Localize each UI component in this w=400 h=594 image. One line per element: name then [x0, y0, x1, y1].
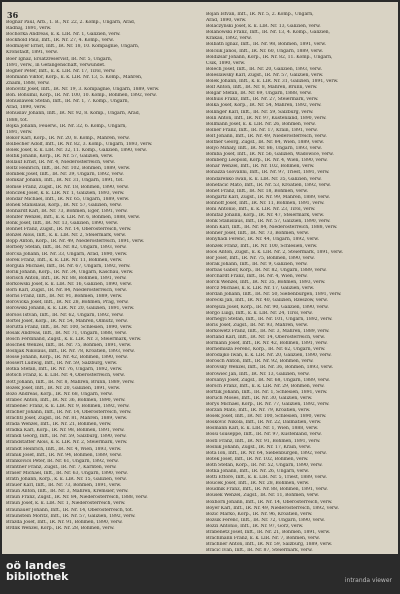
register-entry: Bonn Karl, Inft., IR. Nr. 84, Niederösterreich, 1888, verw.	[206, 225, 338, 231]
register-entry: Bopp Anton, Korp., IR. Nr. 49, Niederösterreich, 1891, verw.	[6, 239, 145, 245]
register-entry: Bodmayer Ernst, Inft., IR. Nr. 18, 10. Kompagnie, Ungarn,	[6, 44, 140, 50]
register-entry: Bossi Giuseppe, Inft., IR. Nr. 97, Küstenland, verw.	[206, 432, 322, 438]
logo-line-1: oö landes	[6, 559, 66, 572]
register-entry: Bossert Ludwig, Inft., IR. Nr. 59, Salzburg, verw.	[6, 361, 118, 367]
register-entry: Bonifer Wenzel, Inft., k. k. LIR. Nr. 6, Böhmen, 1888, verw.	[6, 215, 141, 220]
register-entry: Borsch Franz, Inft., k. k. LIR. Nr. 29, Böhmen, verw.	[206, 383, 325, 389]
register-entry: Bollauf Ernst, IR. Nr. 4, Niederösterreich, verw.	[6, 160, 115, 166]
register-entry: Both Stefan, Korp., IR. Nr. 52, Ungarn, 1890, verw.	[206, 462, 323, 468]
register-entry: Bota Ion, Inft., IR. Nr. 64, Siebenbürgen, 1892, verw.	[206, 450, 327, 456]
register-entry: Bonczek Josef, k. k. LIR. Nr. 1, Galizien, 1893, verw.	[6, 190, 125, 196]
register-entry: Arad, 1890, verw.	[6, 105, 47, 111]
register-entry: Bozó Andreas, Korp., IR. Nr. 68, Ungarn, verw.	[6, 391, 113, 397]
register-entry: Borns Franz, Inft., IR. Nr. 91, Böhmen, 1889, verw.	[6, 294, 123, 300]
register-entry: Bosnik Johann, Zugsf., IR. Nr. 17, Krain, verw.	[206, 444, 311, 450]
register-entry: Bonhoff Josef, Inft., IR. Nr. 11, Böhmen, 1891, verw.	[206, 200, 325, 206]
register-entry: Boltner Georg, Zugsf., IR. Nr. 84, Wien, 1889, verw.	[206, 139, 325, 145]
register-entry: Bojan Istvan, Inft., IR. Nr. 5, 2. Komp., Ungarn,	[206, 12, 314, 17]
register-entry: Braunauer Johann, Inft., IR. Nr. 14, Oberösterreich, tot.	[6, 507, 134, 513]
register-entry: Botti Ettore, Inft., k. k. LIR. Nr. 5, Triest, 1889, verw.	[206, 475, 327, 481]
register-entry: Borland Karl, Inft., IR. Nr. 14, Oberösterreich, verw.	[206, 334, 325, 340]
register-entry: Bortel Josef, Korp., IR. Nr. 54, Mähren, Olmütz, verw.	[6, 318, 128, 324]
register-entry: Bosse Johann, Korp., IR. Nr. 42, Böhmen, 1890, verw.	[6, 355, 128, 361]
register-entry: Bonner Josef, Inft., IR. Nr. 73, Böhmen, verw.	[206, 231, 309, 237]
page-number: 36	[7, 10, 19, 20]
register-entry: Borhegyi Stefan, Inft., IR. Nr. 101, Ungarn, 1892, verw.	[206, 316, 333, 322]
register-entry: Bonifaz Johann, Korp., IR. Nr. 47, Steiermark, verw.	[206, 213, 325, 219]
register-entry: Bolbecher Adolf, Inft., IR. Nr. 82, 3. Komp., Ungarn, 1893, verw.	[6, 141, 153, 147]
register-entry: Borcz Michael, k. k. LIR. Nr. 17, Galizien, verw.	[206, 286, 315, 292]
register-entry: Boriš Josef, Zugsf., IR. Nr. 93, Mähren, verw.	[206, 322, 308, 328]
register-entry: Borbás Gábor, Korp., IR. Nr. 82, Ungarn, 1889, verw.	[206, 267, 327, 273]
register-entry: Borkowski Josef, k. k. LIR. Nr. 16, Galizien, 1890, verw.	[6, 282, 133, 288]
register-entry: Brachner Anton, Inft., IR. Nr. 59, Salzburg, 1889, verw.	[206, 542, 333, 548]
register-entry: Bosek Josef, Inft., IR. Nr. 100, Schlesien, 1890, verw.	[206, 414, 327, 420]
register-entry: Bor Josef, Inft., IR. Nr. 75, Böhmen, 1890, verw.	[206, 255, 315, 261]
register-entry: Brandl Georg, Inft., IR. Nr. 59, Salzburg, 1890, verw.	[6, 434, 127, 440]
register-entry: Brauer Karl, Inft., IR. Nr. 73, Böhmen, 1891, verw.	[6, 483, 122, 489]
register-entry: Bollmann Josef, k. k. LIR. Nr. 26, Böhmen, verw.	[206, 121, 316, 127]
register-entry: Born Karl, Zugsf., IR. Nr. 84, Niederösterreich, verw.	[6, 288, 127, 294]
register-entry: Bosnjak Nikolaus, Inft., IR. Nr. 78, Kroatien, 1893, verw.	[6, 349, 135, 355]
register-entry: Bozzi Antonio, Inft., IR. Nr. 97, Görz, verw.	[206, 523, 304, 529]
register-entry: Bolfik Johann, Korp., IR. Nr. 57, Galizien, verw.	[6, 154, 114, 160]
register-entry: Borak Johann, Inft., IR. Nr. 9, Galizien, verw.	[206, 261, 308, 267]
register-entry: Boudnik Franz, Inft., IR. Nr. 88, Böhmen, 1891, verw.	[206, 487, 328, 493]
register-entry: Bogner Peter, Inft., k. k. LIR. Nr. 17, Tirol, verw.	[6, 68, 116, 74]
register-entry: Brdlik Wenzel, Korp., IR. Nr. 28, Böhmen, verw.	[6, 525, 115, 531]
register-entry: Botek Josef, Inft., IR. Nr. 102, Böhmen, verw.	[206, 456, 309, 462]
register-entry: Bozsik Ferenc, Inft., IR. Nr. 72, Ungarn, 1890, verw.	[206, 517, 325, 523]
register-entry: Bolaczynski Josef, k. k. LIR. Nr. 13, Galizien, verw.	[206, 24, 321, 30]
register-entry: Borbély Stefan, Inft., IR. Nr. 82, Ungarn, 1893, verw.	[6, 245, 127, 251]
register-entry: Bormann Josef, Inft., IR. Nr. 42, Böhmen, 1891, verw.	[206, 341, 328, 347]
register-entry: Bohuslav Johann, Inft., IR. Nr. 92, 8. Komp., Ungarn, Arad,	[6, 111, 140, 117]
register-entry: Boni Antonio, Inft., k. k. LIR. Nr. 23, Tirol, verw.	[206, 207, 316, 212]
register-entry: Borutta Franz, Inft., IR. Nr. 100, Schlesien, 1890, verw.	[6, 324, 133, 330]
register-entry: Bohovitz Josef, Inft., IR. Nr. 19, 3. Kompagnie, Ungarn, 1889, verw.	[6, 87, 160, 93]
register-entry: Bonk Josef, Inft., IR. Nr. 13, Galizien, 1890, verw.	[6, 221, 118, 227]
register-entry: Bongartz Karl, Zugsf., IR. Nr. 99, Mähren, 1889, verw.	[206, 194, 330, 200]
register-entry: Boos Anton, Zugsf., k. k. LIR. Nr. 2, Steiermark, 1891, verw.	[206, 249, 343, 255]
register-entry: Borowski Johann, k. k. LIR. Nr. 20, Galizien, 1891, verw.	[6, 306, 135, 312]
register-entry: Boschek Wenzel, Inft., IR. Nr. 75, Böhmen, 1891, verw.	[6, 342, 132, 348]
register-entry: Bonar Wenzel, Inft., IR. Nr. 102, Böhmen, verw.	[206, 164, 315, 170]
register-entry: Borosch Anton, Inft., IR. Nr. 92, Böhmen, verw.	[206, 359, 314, 365]
register-entry: Brankovics Peter, IR. Nr. 61, Ungarn, 1892, verw.	[6, 458, 119, 464]
register-entry: Bolcsik Janos, Inft., IR. Nr. 60, Ungarn, 1889, verw.	[206, 48, 324, 54]
register-entry: Bolech Josef, Inft., IR. Nr. 20, Galizien, 1893, verw.	[206, 66, 322, 72]
register-entry: Borovicka Josef, Inft., IR. Nr. 28, Böhmen, Prag, verw.	[6, 300, 129, 306]
register-entry: Bonhardt Karl, IR. Nr. 73, Böhmen, Eger, 1891, verw.	[6, 208, 128, 214]
register-entry: Borecki Jan, Inft., IR. Nr. 40, Galizien, Rzeszów, verw.	[206, 298, 328, 304]
register-entry: Braun Josef, k. k. LIR. Nr. 1, Niederösterreich, verw.	[6, 501, 126, 507]
register-entry: Bollinger Karl, Inft., IR. Nr. 59, Salzburg, verw.	[206, 109, 314, 115]
register-entry: Brada Wenzel, Inft., IR. Nr. 21, Böhmen, verw.	[6, 422, 112, 428]
register-entry: Braun Franz, Zugsf., IR. Nr. 84, Niederösterreich, 1888, verw.	[6, 495, 148, 501]
register-entry: 1888, tot.	[6, 117, 29, 123]
register-entry: Brachtl Josef, Zugsf., IR. Nr. 81, Mähren, 1889, verw.	[6, 416, 128, 422]
register-entry: Borik Johann, Korp., IR. Nr. 34, Ungarn, Kaschau, verw.	[6, 269, 134, 275]
viewer-label: intranda viewer	[344, 577, 392, 584]
register-entry: Bosák Andreas, Inft., IR. Nr. 71, Ungarn, 1888, verw.	[6, 330, 127, 336]
register-entry: Bochorka Andreas, k. k. LIR. Nr. 1, Galizien, verw.	[6, 32, 121, 38]
register-entry: Bondarenko Iwan, k. k. LIR. Nr. 35, Galizien, verw.	[206, 176, 322, 182]
register-entry: Bolek Johann, Inft., k. k. LIR. Nr. 31, Galizien, 1891, verw.	[206, 79, 339, 85]
register-entry: Borcsa Johann, IR. Nr. 33, Ungarn, Arad, 1890, verw.	[6, 251, 128, 257]
register-entry: Bojka Johann, Feuerw., IR. Nr. 32, 6. Komp., Ungarn,	[6, 123, 127, 129]
register-entry: Borisch Anton, Inft., IR. Nr. 88, Böhmen, 1891, verw.	[6, 275, 127, 281]
register-entry: Borodajko Iwan, k. k. LIR. Nr. 20, Galizien, 1890, verw.	[206, 353, 332, 359]
register-entry: Boldizsar Johann, Korp., IR. Nr. 82, 11. Komp., Ungarn,	[206, 54, 333, 60]
register-entry: Bouček Josef, Inft., IR. Nr. 28, Böhmen, verw.	[206, 481, 310, 487]
register-entry: Bozic Marko, Korp., IR. Nr. 96, Kroatien, verw.	[206, 511, 313, 517]
register-entry: Bonyhádi Ferenc, IR. Nr. 44, Ungarn, 1892, verw.	[206, 237, 320, 243]
register-entry: Bozek Josef, Inft., IR. Nr. 20, Galizien, 1891, verw.	[6, 385, 121, 391]
library-logo[interactable]	[6, 560, 68, 582]
register-entry: Bohmann Viktor, Korp., k. k. LIR. Nr. 13, 5. Komp., Mähren,	[6, 74, 143, 80]
register-entry: Borsos István, Inft., IR. Nr. 62, Ungarn, 1892, verw.	[6, 312, 124, 318]
register-entry: Bolka Josef, Korp., IR. Nr. 54, Mähren, 1892, verw.	[206, 103, 322, 109]
register-entry: Bonnet Franz, Zugsf., IR. Nr. 14, Oberösterreich, verw.	[6, 227, 132, 233]
register-entry: Bognar Paul, Arb., 1. B., Nr. 22, 2. Komp., Ungarn, Arad,	[6, 20, 136, 25]
register-entry: Botsch Franz, k. k. LIR. Nr. 4, Oberösterreich, verw.	[6, 373, 125, 379]
register-entry: Bousek Wenzel, Zugsf., IR. Nr. 11, Böhmen, verw.	[206, 493, 319, 499]
register-entry: Bondar Michael, Inft., IR. Nr. 65, Ungarn, 1889, verw.	[6, 196, 130, 202]
register-entry: Znaim, 1888, verw.	[6, 80, 50, 86]
register-entry: Boh. Bohumil, Korp., IR. Nr. 100, 10. Komp., Böhmen, 1892, verw.	[6, 93, 157, 99]
register-entry: Braunstein Moritz, Inft., IR. Nr. 57, Galizien, 1892, verw.	[6, 513, 136, 519]
register-entry: Radnaj, 1891, verw.	[6, 26, 52, 32]
register-entry: Bornemisza Ferenc, Korp., IR. Nr. 62, Ungarn, verw.	[206, 347, 326, 353]
register-entry: Boxhorn Johann, Inft., IR. Nr. 14, Oberösterreich, verw.	[206, 499, 333, 505]
register-entry: Borovsky Wenzel, Inft., IR. Nr. 36, Böhmen, 1893, verw.	[206, 365, 334, 371]
register-entry: Boskovic Nikola, Inft., IR. Nr. 22, Dalmatien, verw.	[206, 420, 322, 426]
register-entry: Csik, 1890, verw.	[206, 60, 246, 66]
register-entry: Bolli Anton, Inft., IR. Nr. 97, Küstenland, 1890, verw.	[206, 115, 327, 121]
register-entry: Bockhold Paul, Inft., IR. Nr. 27, 4. Komp., verw.	[6, 38, 114, 44]
register-entry: Borys Michael, Korp., IR. Nr. 77, Galizien, 1892, verw.	[206, 402, 330, 407]
register-entry: Brath Johann, Korp., k. k. LIR. Nr. 15, Galizien, verw.	[6, 477, 127, 483]
register-entry: Bortlik Johann, Inft., IR. Nr. 1, Schlesien, 1891, verw.	[206, 389, 328, 395]
register-entry: Borsányi Josef, Zugsf., IR. Nr. 68, Ungarn, 1889, verw.	[206, 377, 330, 383]
register-entry: Bott Johann, Inft., IR. Nr. 8, Mähren, Brünn, 1889, verw.	[6, 379, 135, 385]
register-entry: Brabenetz Josef, Inft., IR. Nr. 21, Böhmen, 1891, verw.	[206, 529, 331, 535]
register-entry: Bomse Franz, Zugsf., IR. Nr. 18, Böhmen, 1890, verw.	[6, 184, 129, 190]
register-entry: Braun Anton, Inft., IR. Nr. 3, Mähren, Kremsier, verw.	[6, 489, 129, 495]
register-entry: Brachmann Franz, k. k. LIR. Nr. 7, Böhmen, verw.	[206, 536, 320, 542]
register-entry: Bokor Karl, Korp., IR. Nr. 20, 8. Komp., Mähren, verw.	[6, 135, 130, 141]
register-entry: Boleslawsky Karl, Zugsf., IR. Nr. 57, Galizien, verw.	[206, 72, 324, 78]
register-entry: Bonzek Franz, Inft., IR. Nr. 100, Schlesien, verw.	[206, 243, 318, 249]
register-entry: Bonek Stanislaus, Korp., IR. Nr. 57, Galizien, verw.	[6, 202, 122, 208]
register-entry: Borgula Michael, Inft., IR. Nr. 67, Ungarn, 1892, verw.	[6, 263, 131, 269]
register-entry: Borkowetz Franz, Inft., IR. Nr. 3, Mähren, 1889, verw.	[206, 328, 330, 334]
register-entry: Bohuslawek Stefan, Inft., IR. Nr. 1, 7. Komp., Ungarn,	[6, 99, 129, 105]
register-entry: Boyer Karl, Inft., IR. Nr. 49, Niederösterreich, 1892, verw.	[206, 505, 339, 511]
register-entry: 1891, verw., in Gefangenschaft, verwundet.	[6, 62, 106, 68]
register-entry: Botka Stefan, Inft., IR. Nr. 76, Ungarn, 1892, verw.	[6, 367, 123, 373]
register-entry: Brandstätter Alois, k. k. LIR. Nr. 2, Steiermark, verw.	[6, 440, 128, 446]
register-entry: Boër Ignaz, Ersatzreservist, IR. Nr. 5, Ungarn,	[6, 56, 113, 62]
register-entry: Borgo Luigi, Inft., k. k. LIR. Nr. 24, Tirol, verw.	[206, 310, 313, 316]
register-entry: Borek Franz, Inft., k. k. LIR. Nr. 11, Böhmen, verw.	[6, 257, 123, 263]
register-entry: Borejsza Josef, Korp., IR. Nr. 90, Galizien, 1890, verw.	[206, 304, 329, 310]
register-entry: Borowiec Jan, Inft., IR. Nr. 13, Galizien, verw.	[206, 371, 310, 377]
register-entry: Brabec Anton, Inft., IR. Nr. 36, Böhmen, 1890, verw.	[6, 397, 126, 403]
register-entry: Brabenec Franz, k. k. LIR. Nr. 9, Böhmen, 1892, verw.	[6, 403, 130, 409]
register-entry: Branik Josef, Inft., IR. Nr. 94, Böhmen, 1889, verw.	[6, 452, 122, 458]
register-entry: Bonzel Alois, Inft., k. k. LIR. Nr. 2, Steiermark, verw.	[6, 233, 126, 239]
document-page	[2, 2, 398, 554]
register-entry: Brantner Franz, Zugsf., IR. Nr. 7, Kärnten, verw.	[6, 464, 117, 470]
register-entry: Bolhuis Franz, Inft., IR. Nr. 27, Steiermark, verw.	[206, 97, 319, 103]
register-entry: Kronstadt, 1891, verw.	[6, 50, 58, 56]
register-entry: Bombek Josef, Inft., IR. Nr. 39, Ungarn, 1892, verw.	[6, 172, 124, 178]
register-entry: Bracher Johann, Inft., IR. Nr. 14, Oberösterreich, verw.	[6, 410, 132, 415]
register-entry: Bonet Franz, Inft., IR. Nr. 18, Böhmen, verw.	[206, 188, 308, 194]
register-entry: Bordan Johann, Inft., IR. Nr. 50, Siebenbürgen, 1891, verw.	[206, 292, 342, 298]
right-column	[206, 12, 392, 552]
register-entry: Bostl Franz, Inft., IR. Nr. 91, Böhmen, 1891, verw.	[206, 438, 321, 444]
register-entry: Borchardt Franz, Inft., IR. Nr. 4, Wien, verw.	[206, 274, 308, 280]
register-entry: Boruch Moses, Inft., IR. Nr. 30, Galizien, verw.	[206, 395, 313, 401]
register-entry: Bolt Johann, Inft., IR. Nr. 49, Niederösterreich, verw.	[206, 133, 327, 139]
register-entry: Bolf Anton, Inft., IR. Nr. 8, Mähren, Brünn, verw.	[206, 85, 318, 91]
register-entry: Bolbath Ignaz, Inft., IR. Nr. 98, Böhmen, 1891, verw.	[206, 42, 327, 48]
register-entry: Brandt Heinrich, Inft., IR. Nr. 4, Wien, 1893, verw.	[6, 446, 122, 452]
register-entry: Bolyó Mihály, Inft., IR. Nr. 86, Ungarn, 1893, verw.	[206, 146, 322, 152]
register-entry: Bonk Stanislaus, Inft., IR. Nr. 57, Galizien, 1890, verw.	[206, 219, 331, 225]
register-entry: Bomkar Johann, Inft., IR. Nr. 31, Ungarn, 1891, tot.	[6, 178, 124, 184]
register-entry: Krakau, 1892, verw.	[206, 36, 252, 42]
register-entry: Bomba Josef, Inft., IR. Nr. 56, Galizien, Wadowice, verw.	[206, 152, 334, 158]
register-entry: Borck Wenzel, Inft., IR. Nr. 35, Böhmen, 1893, verw.	[206, 280, 326, 286]
register-entry: Bosmann Karl, k. k. LIR. Nr. 1, Wien, 1888, verw.	[206, 426, 319, 432]
logo-line-2: bibliothek	[6, 570, 69, 583]
register-entry: Boltz Heinrich, Inft., IR. Nr. 102, Böhmen, 1889, verw.	[6, 166, 131, 172]
register-entry: Bolner Franz, Inft., IR. Nr. 17, Krain, 1891, verw.	[206, 127, 318, 133]
register-entry: Bonefacic Mato, Inft., IR. Nr. 53, Kroatien, 1892, verw.	[206, 182, 331, 188]
register-entry: Bosch Ferdinand, Zugsf., k. k. LIR. Nr. 3, Steiermark, verw.	[6, 336, 142, 342]
register-entry: Bonazza Giovanni, Inft., IR. Nr. 97, Triest, 1891, verw.	[206, 170, 330, 176]
register-entry: Botka Johann, Inft., IR. Nr. 26, Ungarn, verw.	[206, 469, 310, 475]
register-entry: Bolgar Stefan, IR. Nr. 69, Ungarn, 1888, verw.	[206, 91, 312, 97]
register-entry: Borzan Mato, Inft., IR. Nr. 79, Kroatien, verw.	[206, 408, 311, 414]
register-entry: Brázda Josef, Inft., IR. Nr. 91, Böhmen, 1890, verw.	[6, 519, 123, 525]
left-column	[6, 20, 192, 552]
register-entry: Arad, 1890, verw.	[206, 18, 247, 24]
register-entry: Bomberg Leopold, Korp., IR. Nr. 4, Wien, 1890, verw.	[206, 158, 328, 164]
register-entry: Bracic Ivan, Inft., IR. Nr. 87, Steiermark, verw.	[206, 548, 313, 552]
register-entry: Brádka Karl, Korp., IR. Nr. 98, Böhmen, 1891, verw.	[6, 428, 125, 434]
register-entry: Bolanowski Franz, Inft., IR. Nr. 13, 4. Komp., Galizien,	[206, 30, 330, 36]
register-entry: 1891, verw.	[6, 129, 33, 135]
register-entry: Braser Michael, Inft., IR. Nr. 63, Ungarn, 1890, verw.	[6, 470, 128, 476]
register-entry: Bolek Josef, k. k. LIR. Nr. 32, 11. Komp., Galizien, 1890, verw.	[6, 147, 147, 153]
